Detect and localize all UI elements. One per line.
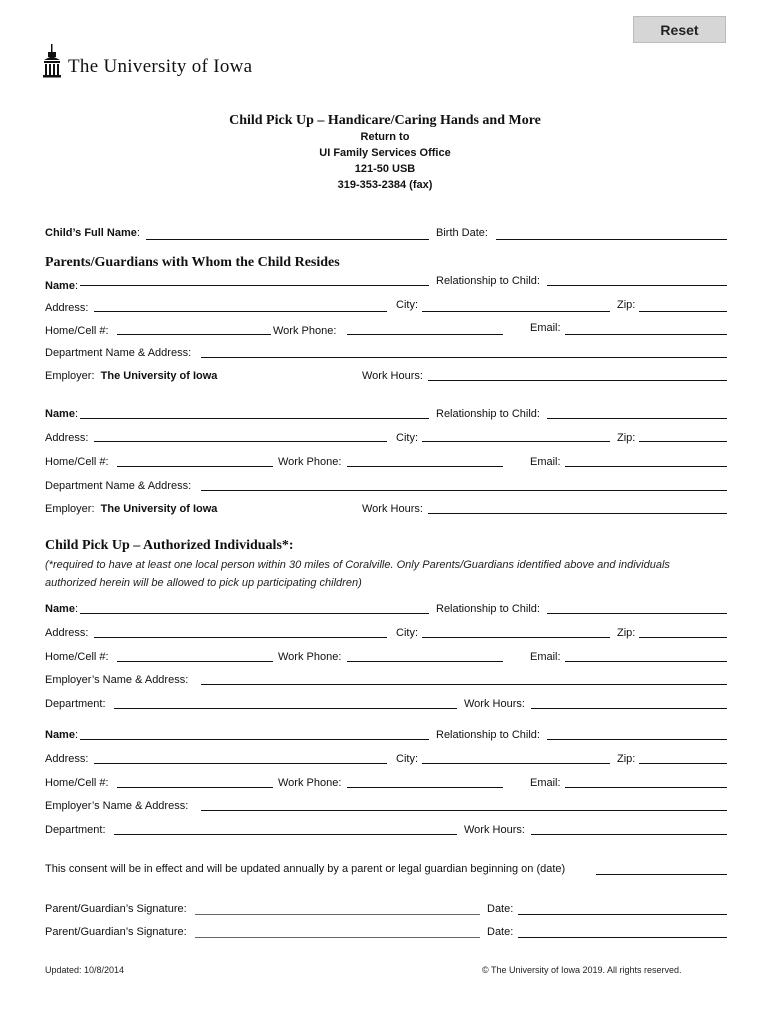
parent2-homecell-input[interactable] <box>117 453 273 465</box>
auth2-workhours-label: Work Hours: <box>464 824 525 836</box>
footer-copyright: © The University of Iowa 2019. All rights reserved. <box>482 965 682 975</box>
parent2-city-input[interactable] <box>422 428 610 440</box>
auth2-name-input[interactable] <box>80 726 429 738</box>
auth2-relationship-input[interactable] <box>547 726 727 738</box>
parent1-dept-input[interactable] <box>201 344 727 356</box>
signature1-date-input[interactable] <box>518 901 727 913</box>
signature2-label: Parent/Guardian’s Signature: <box>45 926 187 938</box>
auth2-relationship-label: Relationship to Child: <box>436 729 540 741</box>
parent2-workphone-input[interactable] <box>347 453 503 465</box>
return-fax: 319-353-2384 (fax) <box>337 179 433 191</box>
authorized-note-line1: (*required to have at least one local person within 30 miles of Coralville. Only Parents/Guardians identified above and individuals <box>45 559 670 571</box>
parent2-workphone-label: Work Phone: <box>278 456 342 468</box>
authorized-heading: Child Pick Up – Authorized Individuals*: <box>45 538 294 553</box>
auth1-name-label: Name: <box>45 603 79 615</box>
parent2-employer: Employer: The University of Iowa <box>45 503 218 515</box>
parent1-name-input[interactable] <box>80 272 429 284</box>
parent1-name-label: Name: <box>45 280 79 292</box>
parent1-address-input[interactable] <box>94 298 387 310</box>
parent1-workhours-input[interactable] <box>428 367 727 379</box>
auth2-employer-label: Employer’s Name & Address: <box>45 800 189 812</box>
parent2-name-input[interactable] <box>80 405 429 417</box>
reset-button[interactable]: Reset <box>633 16 726 43</box>
signature1-label: Parent/Guardian’s Signature: <box>45 903 187 915</box>
return-room: 121-50 USB <box>354 163 416 175</box>
auth2-email-input[interactable] <box>565 774 727 786</box>
auth1-zip-label: Zip: <box>617 627 636 639</box>
auth1-name-input[interactable] <box>80 600 429 612</box>
auth2-employer-input[interactable] <box>201 797 727 809</box>
return-office: UI Family Services Office <box>319 147 451 159</box>
parent2-workhours-label: Work Hours: <box>362 503 423 515</box>
parent2-address-label: Address: <box>45 432 89 444</box>
auth1-employer-input[interactable] <box>201 671 727 683</box>
consent-text: This consent will be in effect and will be updated annually by a parent or legal guardian beginning on (date) <box>45 863 566 875</box>
parent2-workhours-input[interactable] <box>428 500 727 512</box>
parent2-zip-input[interactable] <box>639 428 727 440</box>
consent-date-input[interactable] <box>596 861 727 873</box>
auth1-address-label: Address: <box>45 627 89 639</box>
auth2-zip-input[interactable] <box>639 750 727 762</box>
parent2-name-label: Name: <box>45 408 79 420</box>
auth2-department-label: Department: <box>45 824 106 836</box>
parents-heading: Parents/Guardians with Whom the Child Resides <box>45 255 340 270</box>
parent2-city-label: City: <box>396 432 418 444</box>
auth1-city-input[interactable] <box>422 624 610 636</box>
parent2-zip-label: Zip: <box>617 432 636 444</box>
auth1-workhours-label: Work Hours: <box>464 698 525 710</box>
parent2-relationship-input[interactable] <box>547 405 727 417</box>
parent1-relationship-label: Relationship to Child: <box>436 275 540 287</box>
auth2-city-label: City: <box>396 753 418 765</box>
parent1-dept-label: Department Name & Address: <box>45 347 192 359</box>
auth2-name-label: Name: <box>45 729 79 741</box>
auth1-email-label: Email: <box>530 651 561 663</box>
parent1-workhours-label: Work Hours: <box>362 370 423 382</box>
parent1-zip-input[interactable] <box>639 298 727 310</box>
auth2-city-input[interactable] <box>422 750 610 762</box>
child-name-input[interactable] <box>146 226 429 238</box>
auth1-homecell-input[interactable] <box>117 648 273 660</box>
auth2-department-input[interactable] <box>114 821 457 833</box>
parent1-homecell-input[interactable] <box>117 321 271 333</box>
auth1-homecell-label: Home/Cell #: <box>45 651 109 663</box>
auth1-workhours-input[interactable] <box>531 695 727 707</box>
auth2-homecell-label: Home/Cell #: <box>45 777 109 789</box>
signature2-date-input[interactable] <box>518 924 727 936</box>
parent2-dept-label: Department Name & Address: <box>45 480 192 492</box>
authorized-note-line2: authorized herein will be allowed to pick up participating children) <box>45 577 362 589</box>
auth2-workphone-input[interactable] <box>347 774 503 786</box>
parent2-email-label: Email: <box>530 456 561 468</box>
auth1-zip-input[interactable] <box>639 624 727 636</box>
signature1-date-label: Date: <box>487 903 514 915</box>
birth-date-label: Birth Date: <box>436 227 488 239</box>
auth1-department-label: Department: <box>45 698 106 710</box>
child-name-label: Child’s Full Name: <box>45 227 140 239</box>
parent1-employer: Employer: The University of Iowa <box>45 370 218 382</box>
parent1-workphone-label: Work Phone: <box>273 325 337 337</box>
parent2-email-input[interactable] <box>565 453 727 465</box>
auth1-email-input[interactable] <box>565 648 727 660</box>
auth2-homecell-input[interactable] <box>117 774 273 786</box>
signature2-date-label: Date: <box>487 926 514 938</box>
auth1-city-label: City: <box>396 627 418 639</box>
parent1-workphone-input[interactable] <box>347 321 503 333</box>
parent1-email-label: Email: <box>530 322 561 334</box>
auth1-employer-label: Employer’s Name & Address: <box>45 674 189 686</box>
footer-updated: Updated: 10/8/2014 <box>45 965 125 975</box>
parent1-city-label: City: <box>396 299 418 311</box>
auth1-relationship-input[interactable] <box>547 600 727 612</box>
old-capitol-icon <box>42 44 62 78</box>
parent1-relationship-input[interactable] <box>547 272 727 284</box>
parent1-zip-label: Zip: <box>617 299 636 311</box>
auth1-relationship-label: Relationship to Child: <box>436 603 540 615</box>
logo-wordmark: The University of Iowa <box>68 56 253 77</box>
auth2-address-input[interactable] <box>94 750 387 762</box>
auth1-address-input[interactable] <box>94 624 387 636</box>
parent1-email-input[interactable] <box>565 321 727 333</box>
parent2-relationship-label: Relationship to Child: <box>436 408 540 420</box>
auth2-address-label: Address: <box>45 753 89 765</box>
parent2-address-input[interactable] <box>94 428 387 440</box>
parent1-city-input[interactable] <box>422 298 610 310</box>
parent1-homecell-label: Home/Cell #: <box>45 325 109 337</box>
parent2-dept-input[interactable] <box>201 477 727 489</box>
parent1-address-label: Address: <box>45 302 89 314</box>
university-logo <box>42 44 252 78</box>
signature2-input[interactable] <box>195 924 480 936</box>
auth1-workphone-label: Work Phone: <box>278 651 342 663</box>
return-to: Return to <box>360 131 410 143</box>
auth1-workphone-input[interactable] <box>347 648 503 660</box>
form-title: Child Pick Up – Handicare/Caring Hands and More <box>229 113 541 128</box>
auth1-department-input[interactable] <box>114 695 457 707</box>
auth2-zip-label: Zip: <box>617 753 636 765</box>
auth2-workhours-input[interactable] <box>531 821 727 833</box>
birth-date-input[interactable] <box>496 226 727 238</box>
signature1-input[interactable] <box>195 901 480 913</box>
auth2-email-label: Email: <box>530 777 561 789</box>
parent2-homecell-label: Home/Cell #: <box>45 456 109 468</box>
auth2-workphone-label: Work Phone: <box>278 777 342 789</box>
